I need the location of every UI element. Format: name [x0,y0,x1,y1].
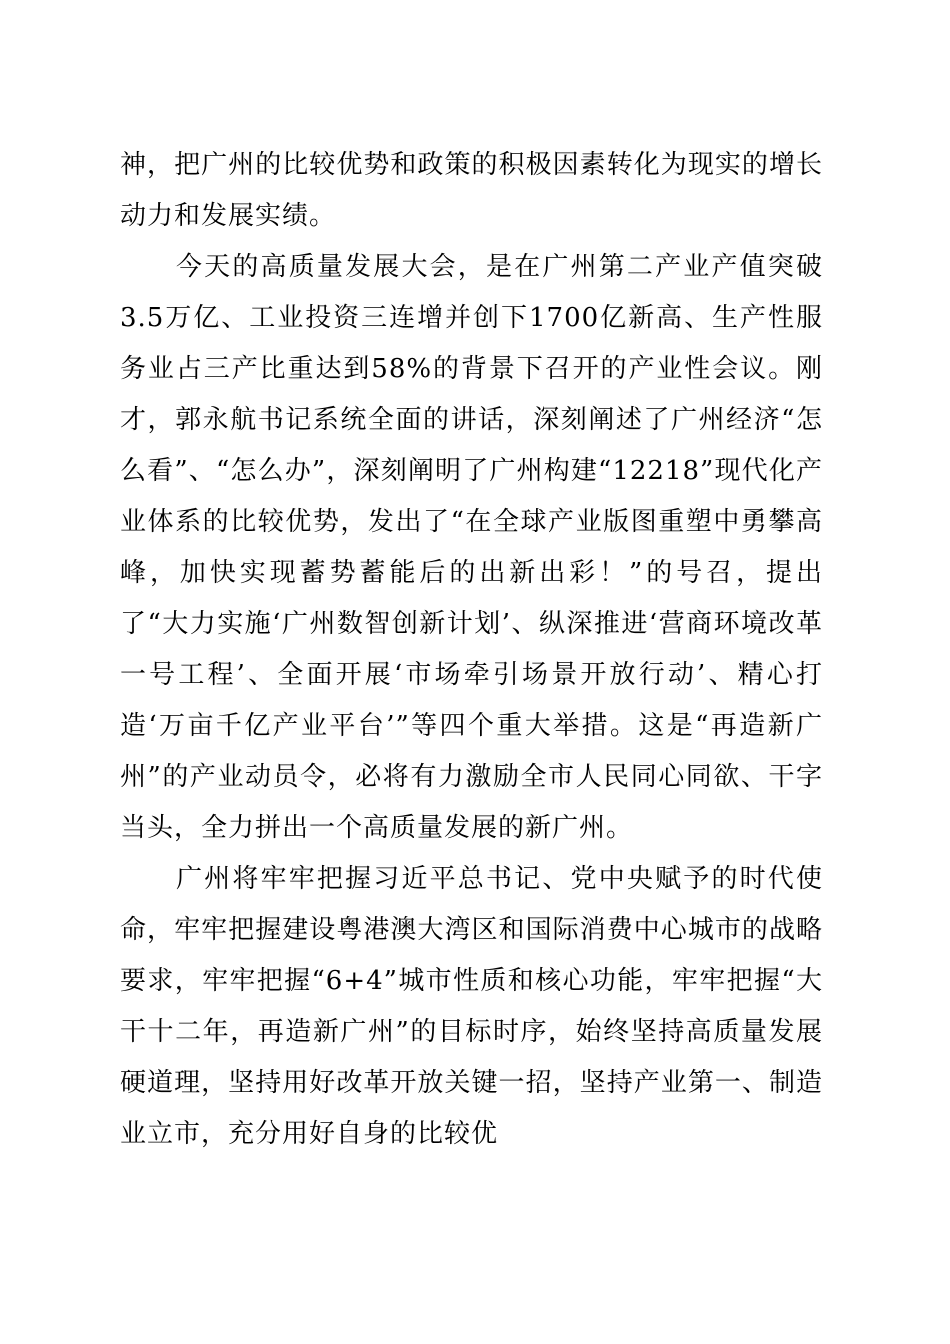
paragraph-continuation: 神，把广州的比较优势和政策的积极因素转化为现实的增长动力和发展实绩。 [120,150,823,231]
paragraph-conference-context: 今天的高质量发展大会，是在广州第二产业产值突破3.5万亿、工业投资三连增并创下1700亿新高、生产性服务业占三产比重达到58%的背景下召开的产业性会议。刚才，郭永航书记系统全面的讲话，深刻阐述了广州经济“怎么看”、“怎么办”，深刻阐明了广州构建“12218”现代化产业体系的比较优势，发出了“在全球产业版图重塑中勇攀高峰，加快实现蓄势蓄能后的出新出彩！”的号召，提出了“大力实施‘广州数智创新计划’、纵深推进‘营商环境改革一号工程’、全面开展‘市场牵引场景开放行动’、精心打造‘万亩千亿产业平台’”等四个重大举措。这是“再造新广州”的产业动员令，必将有力激励全市人民同心同欲、干字当头，全力拼出一个高质量发展的新广州。 [120,252,823,843]
document-body [120,140,823,1160]
paragraph-guangzhou-commitment: 广州将牢牢把握习近平总书记、党中央赋予的时代使命，牢牢把握建设粤港澳大湾区和国际消费中心城市的战略要求，牢牢把握“6+4”城市性质和核心功能，牢牢把握“大干十二年，再造新广州”的目标时序，始终坚持高质量发展硬道理，坚持用好改革开放关键一招，坚持产业第一、制造业立市，充分用好自身的比较优 [120,864,823,1149]
